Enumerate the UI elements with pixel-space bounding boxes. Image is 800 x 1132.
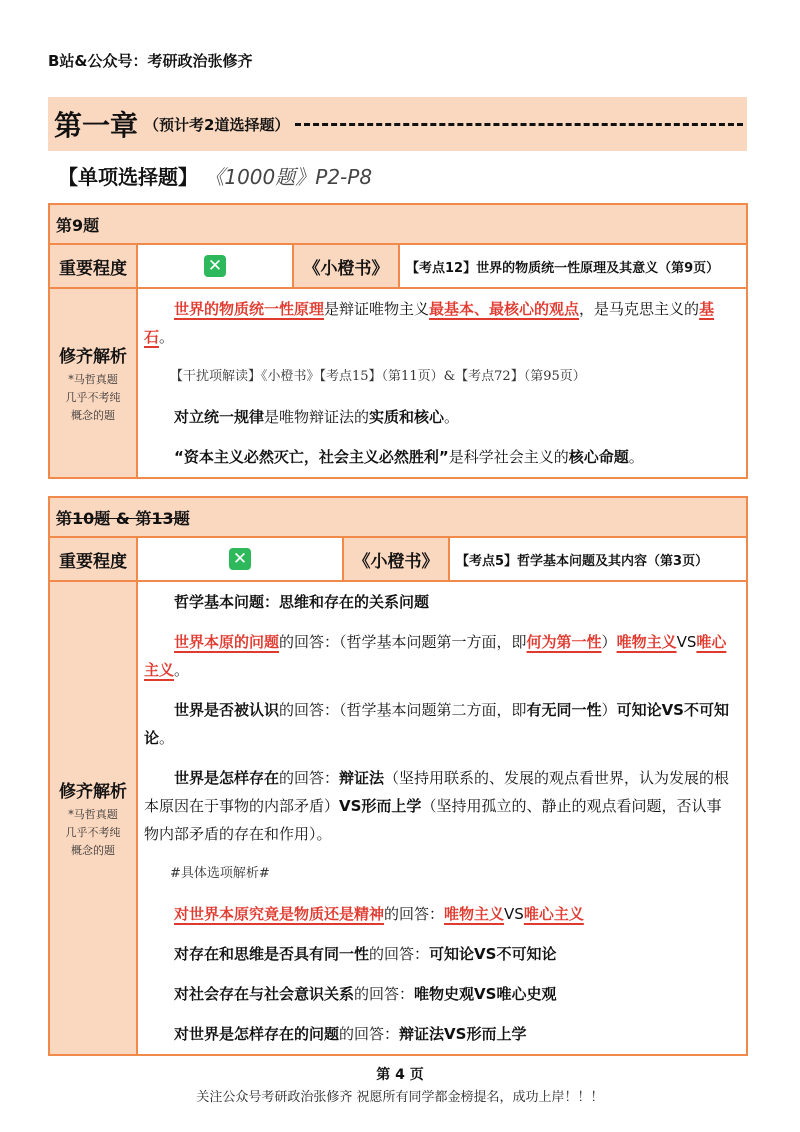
question-10-13-card (48, 496, 748, 1056)
source-header: B站&公众号：考研政治张修齐 (48, 52, 253, 70)
analysis-note: *马哲真题 几乎不考纯 概念的题 (65, 372, 121, 422)
importance-label: 重要程度 (49, 244, 137, 288)
analysis-paragraph: 对世界本原究竟是物质还是精神的回答：唯物主义VS唯心主义 (174, 905, 584, 923)
analysis-paragraph: 世界是否被认识的回答：（哲学基本问题第二方面，即有无同一性）可知论VS不可知论。 (144, 701, 729, 747)
analysis-label-cell (49, 581, 137, 1055)
cross-mark-icon: ✕ (229, 548, 251, 570)
keypoint-reference: 【考点12】世界的物质统一性原理及其意义（第9页） (399, 244, 747, 288)
analysis-paragraph: 对存在和思维是否具有同一性的回答：可知论VS不可知论 (174, 945, 557, 963)
chapter-subtitle: （预计考2道选择题） (144, 115, 290, 134)
analysis-paragraph: 世界是怎样存在的回答：辩证法（坚持用联系的、发展的观点看世界，认为发展的根本原因在于事物的内部矛盾）VS形而上学（坚持用孤立的、静止的观点看问题，否认事物内部矛盾的存在和作用）。 (144, 769, 730, 843)
section-heading (58, 161, 372, 190)
book-reference: 《1000题》P2-P8 (204, 165, 373, 189)
analysis-paragraph: 世界的物质统一性原理是辩证唯物主义最基本、最核心的观点，是马克思主义的基石。 (144, 300, 715, 346)
analysis-label: 修齐解析 (59, 346, 127, 367)
analysis-paragraph: 对世界是怎样存在的问题的回答：辩证法VS形而上学 (174, 1025, 527, 1043)
question-type-label: 【单项选择题】 (58, 165, 198, 189)
analysis-paragraph: 世界本原的问题的回答：（哲学基本问题第一方面，即何为第一性）唯物主义VS唯心主义。 (144, 633, 727, 679)
analysis-paragraph: 对社会存在与社会意识关系的回答：唯物史观VS唯心史观 (174, 985, 557, 1003)
page-number: 第 4 页 (376, 1067, 424, 1083)
analysis-content (137, 581, 747, 1055)
distractor-note: 【干扰项解读】《小橙书》【考点15】（第11页）&【考点72】（第95页） (170, 369, 586, 384)
book-title: 《小橙书》 (343, 537, 449, 581)
chapter-title: 第一章 (54, 109, 139, 142)
chapter-banner (48, 97, 747, 151)
question-title: 第9题 (49, 204, 747, 244)
analysis-note: *马哲真题 几乎不考纯 概念的题 (65, 807, 121, 857)
analysis-content (137, 288, 747, 478)
chapter-divider (295, 123, 743, 126)
analysis-label: 修齐解析 (59, 781, 127, 802)
footer-note: 关注公众号考研政治张修齐 祝愿所有同学都金榜提名，成功上岸！！！ (196, 1090, 604, 1105)
analysis-paragraph: 哲学基本问题：思维和存在的关系问题 (174, 593, 430, 611)
keypoint-reference: 【考点5】哲学基本问题及其内容（第3页） (449, 537, 747, 581)
analysis-paragraph: 对立统一规律是唯物辩证法的实质和核心。 (174, 408, 460, 426)
option-analysis-heading: #具体选项解析# (170, 866, 270, 881)
question-9-card (48, 203, 748, 479)
importance-cell (137, 244, 293, 288)
book-title: 《小橙书》 (293, 244, 399, 288)
importance-cell (137, 537, 343, 581)
analysis-paragraph: “资本主义必然灭亡，社会主义必然胜利”是科学社会主义的核心命题。 (174, 448, 644, 466)
importance-label: 重要程度 (49, 537, 137, 581)
cross-mark-icon: ✕ (204, 255, 226, 277)
analysis-label-cell (49, 288, 137, 478)
question-title: 第10题 & 第13题 (49, 497, 747, 537)
